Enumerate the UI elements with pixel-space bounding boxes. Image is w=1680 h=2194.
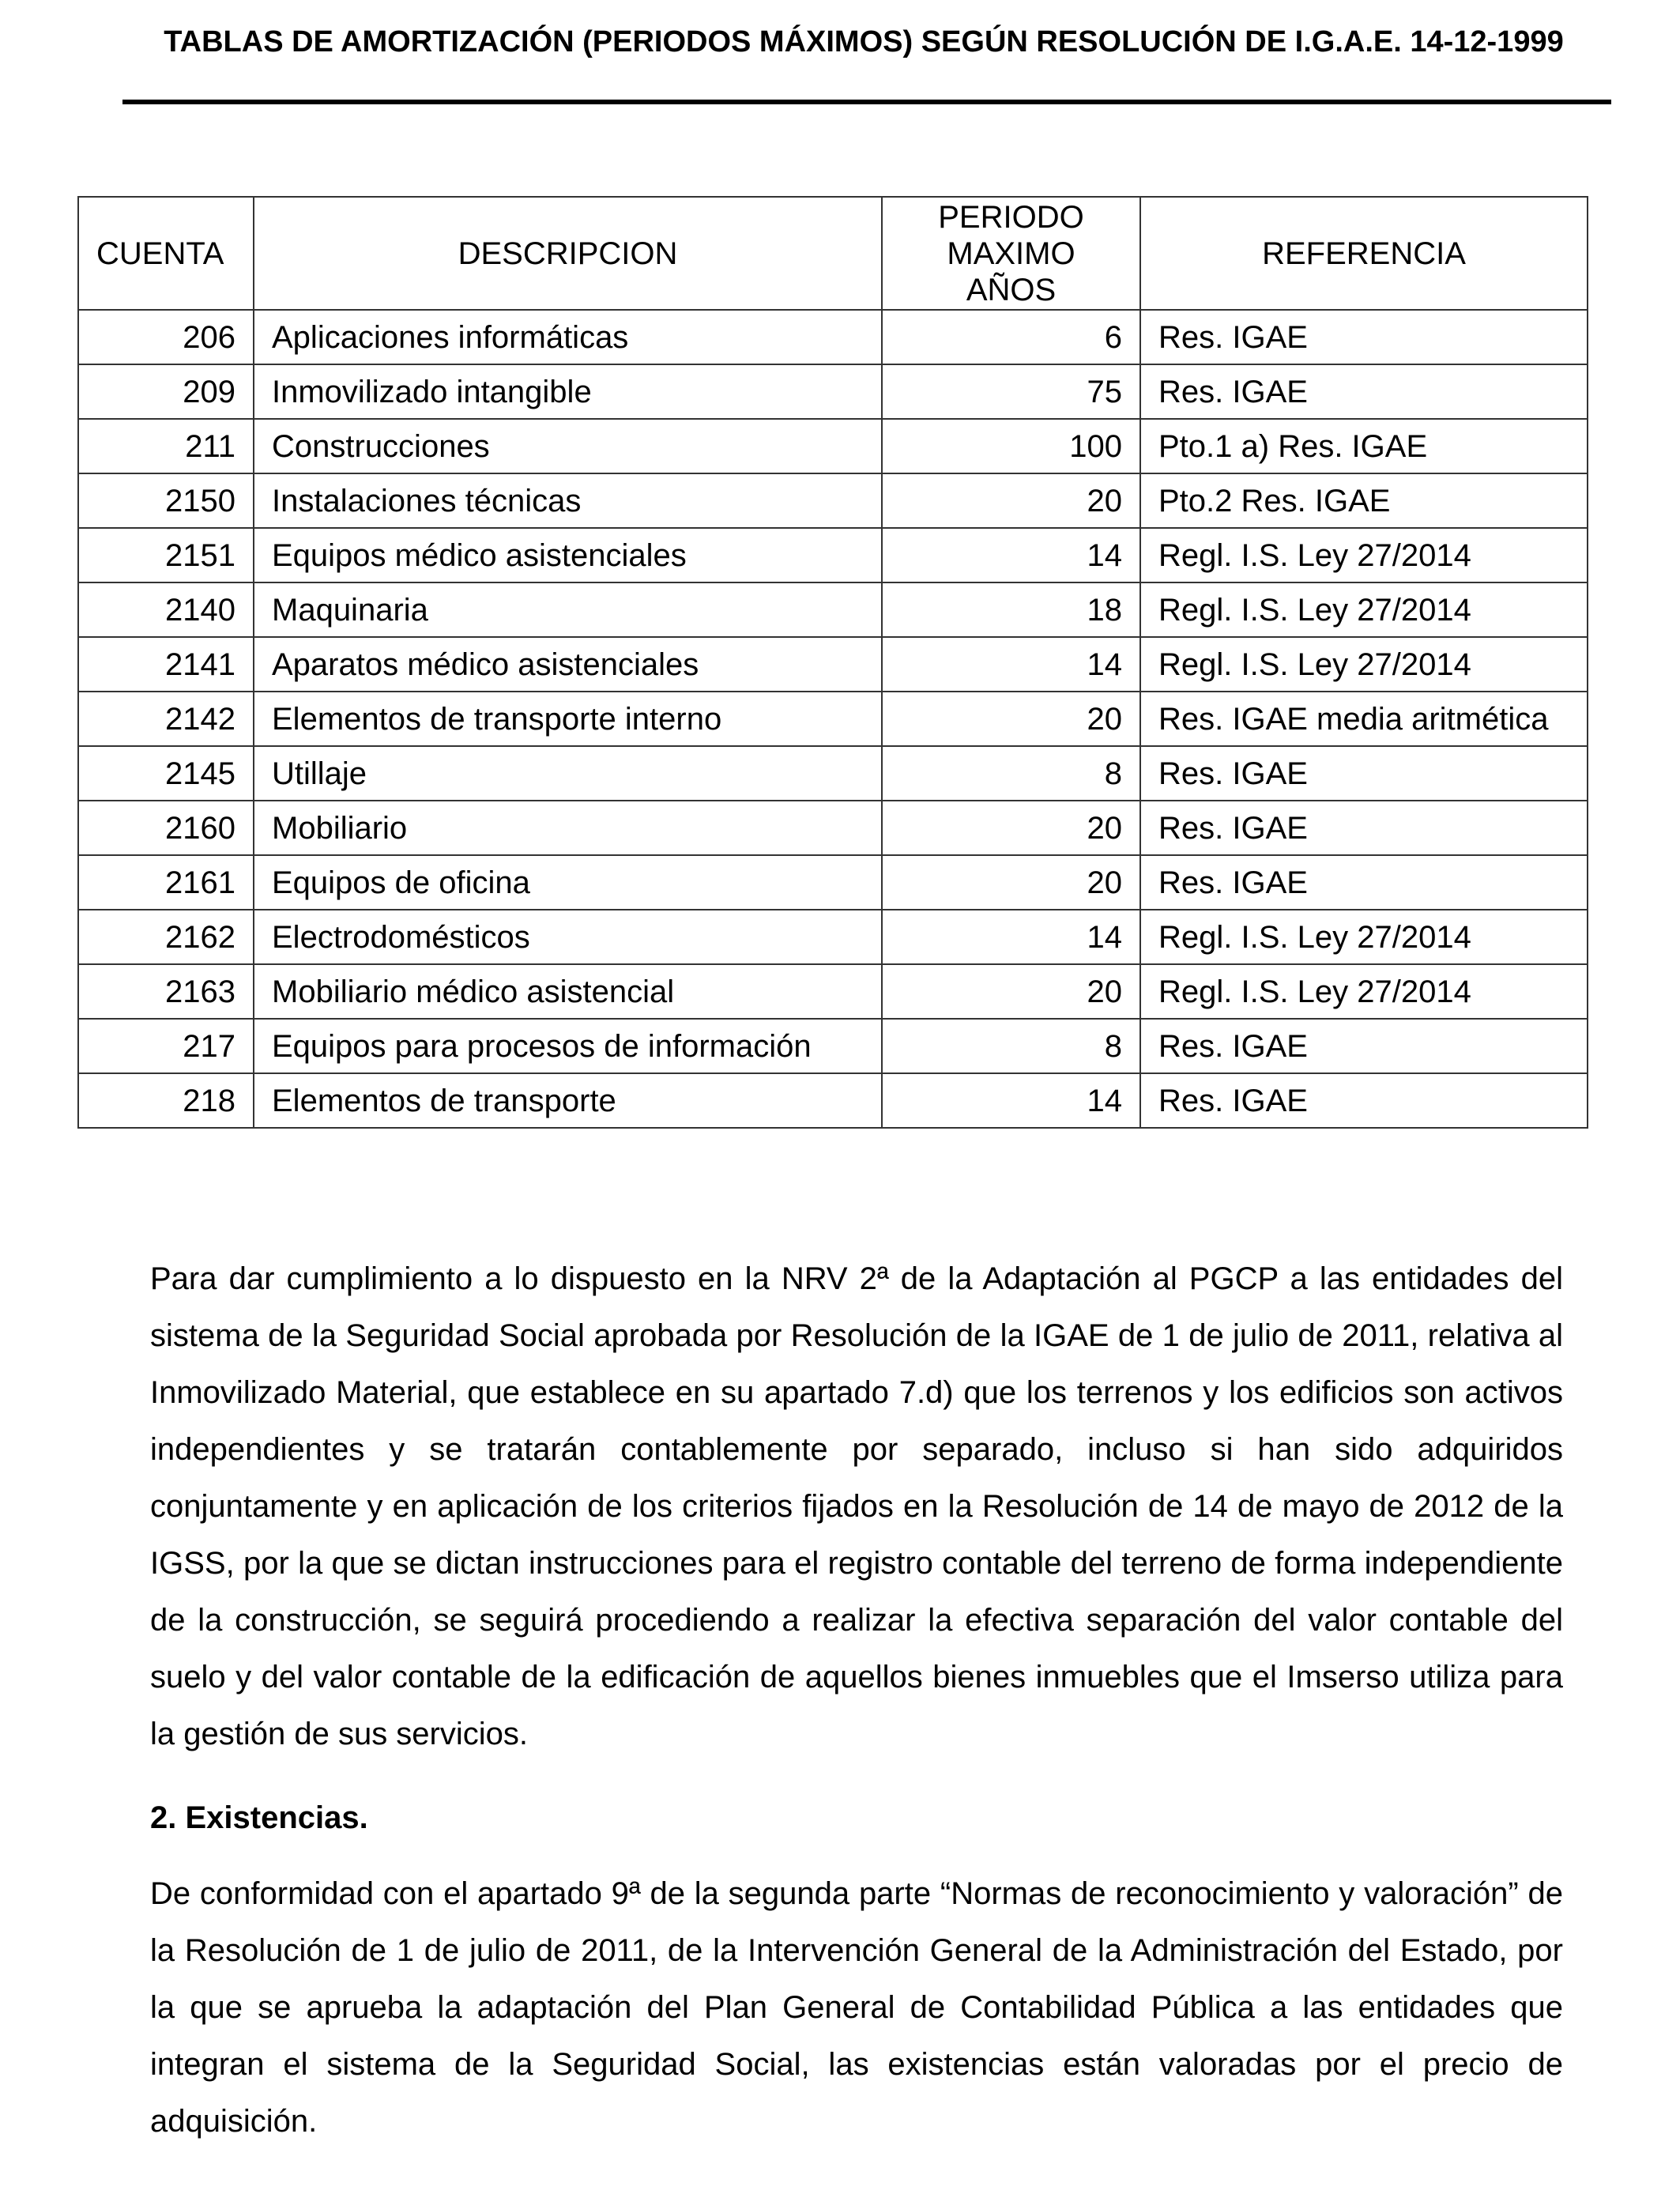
cell-referencia: Res. IGAE [1140, 1019, 1588, 1073]
cell-cuenta: 2145 [78, 746, 254, 801]
column-header-descripcion: DESCRIPCION [254, 197, 882, 310]
cell-descripcion: Mobiliario [254, 801, 882, 855]
table-row [78, 582, 1588, 637]
cell-descripcion: Equipos médico asistenciales [254, 528, 882, 582]
cell-referencia: Regl. I.S. Ley 27/2014 [1140, 910, 1588, 964]
cell-periodo: 6 [882, 310, 1140, 364]
cell-periodo: 14 [882, 637, 1140, 692]
cell-cuenta: 217 [78, 1019, 254, 1073]
cell-cuenta: 211 [78, 419, 254, 473]
table-row [78, 419, 1588, 473]
table-row [78, 1073, 1588, 1128]
column-header-referencia: REFERENCIA [1140, 197, 1588, 310]
cell-periodo: 8 [882, 746, 1140, 801]
cell-referencia: Res. IGAE [1140, 364, 1588, 419]
cell-cuenta: 209 [78, 364, 254, 419]
table-row [78, 364, 1588, 419]
table-row [78, 692, 1588, 746]
cell-cuenta: 2161 [78, 855, 254, 910]
cell-referencia: Pto.2 Res. IGAE [1140, 473, 1588, 528]
cell-descripcion: Aplicaciones informáticas [254, 310, 882, 364]
cell-referencia: Regl. I.S. Ley 27/2014 [1140, 964, 1588, 1019]
table-row [78, 746, 1588, 801]
table-row [78, 310, 1588, 364]
cell-referencia: Regl. I.S. Ley 27/2014 [1140, 637, 1588, 692]
cell-cuenta: 2160 [78, 801, 254, 855]
cell-cuenta: 218 [78, 1073, 254, 1128]
table-row [78, 801, 1588, 855]
cell-periodo: 14 [882, 528, 1140, 582]
table-body [78, 310, 1588, 1128]
section-heading-existencias: 2. Existencias. [150, 1800, 368, 1835]
page-title: TABLAS DE AMORTIZACIÓN (PERIODOS MÁXIMOS) SEGÚN RESOLUCIÓN DE I.G.A.E. 14-12-1999 [164, 25, 1564, 58]
cell-descripcion: Elementos de transporte interno [254, 692, 882, 746]
cell-cuenta: 2142 [78, 692, 254, 746]
cell-referencia: Res. IGAE [1140, 310, 1588, 364]
cell-periodo: 18 [882, 582, 1140, 637]
column-header-periodo-line2: MAXIMO [947, 236, 1075, 271]
cell-periodo: 20 [882, 964, 1140, 1019]
cell-referencia: Pto.1 a) Res. IGAE [1140, 419, 1588, 473]
cell-periodo: 100 [882, 419, 1140, 473]
cell-cuenta: 2140 [78, 582, 254, 637]
column-header-periodo-line3: AÑOS [966, 272, 1057, 307]
cell-referencia: Res. IGAE [1140, 1073, 1588, 1128]
cell-periodo: 14 [882, 910, 1140, 964]
cell-descripcion: Instalaciones técnicas [254, 473, 882, 528]
cell-referencia: Res. IGAE media aritmética [1140, 692, 1588, 746]
table-row [78, 1019, 1588, 1073]
table-row [78, 964, 1588, 1019]
table-row [78, 473, 1588, 528]
cell-descripcion: Inmovilizado intangible [254, 364, 882, 419]
amortization-table [77, 196, 1588, 1129]
cell-periodo: 8 [882, 1019, 1140, 1073]
cell-cuenta: 2151 [78, 528, 254, 582]
cell-descripcion: Equipos para procesos de información [254, 1019, 882, 1073]
cell-cuenta: 2150 [78, 473, 254, 528]
cell-referencia: Res. IGAE [1140, 746, 1588, 801]
cell-referencia: Regl. I.S. Ley 27/2014 [1140, 582, 1588, 637]
column-header-periodo-line1: PERIODO [938, 199, 1084, 235]
cell-cuenta: 206 [78, 310, 254, 364]
column-header-cuenta: CUENTA [78, 197, 254, 310]
cell-descripcion: Equipos de oficina [254, 855, 882, 910]
cell-periodo: 20 [882, 692, 1140, 746]
cell-descripcion: Maquinaria [254, 582, 882, 637]
cell-descripcion: Electrodomésticos [254, 910, 882, 964]
cell-descripcion: Aparatos médico asistenciales [254, 637, 882, 692]
cell-referencia: Res. IGAE [1140, 801, 1588, 855]
cell-periodo: 20 [882, 855, 1140, 910]
table-row [78, 528, 1588, 582]
cell-referencia: Regl. I.S. Ley 27/2014 [1140, 528, 1588, 582]
table-header-row [78, 197, 1588, 310]
cell-descripcion: Utillaje [254, 746, 882, 801]
cell-descripcion: Elementos de transporte [254, 1073, 882, 1128]
table-row [78, 855, 1588, 910]
cell-periodo: 20 [882, 473, 1140, 528]
cell-descripcion: Mobiliario médico asistencial [254, 964, 882, 1019]
cell-descripcion: Construcciones [254, 419, 882, 473]
title-underline [122, 100, 1611, 104]
cell-referencia: Res. IGAE [1140, 855, 1588, 910]
column-header-periodo [882, 197, 1140, 310]
table-row [78, 637, 1588, 692]
paragraph-existencias: De conformidad con el apartado 9ª de la segunda parte “Normas de reconocimiento y valoración” de la Resolución de 1 de julio de 2011, de la Intervención General de la Administración del Estado, por la que se aprueba la adaptación del Plan General de Contabilidad Pública a las entidades que integran el sistema de la Seguridad Social, las existencias están valoradas por el precio de adquisición. [150, 1876, 1563, 2139]
cell-cuenta: 2141 [78, 637, 254, 692]
cell-periodo: 20 [882, 801, 1140, 855]
cell-periodo: 75 [882, 364, 1140, 419]
paragraph-inmovilizado: Para dar cumplimiento a lo dispuesto en la NRV 2ª de la Adaptación al PGCP a las entidades del sistema de la Seguridad Social aprobada por Resolución de la IGAE de 1 de julio de 2011, relativa al Inmovilizado Material, que establece en su apartado 7.d) que los terrenos y los edificios son activos independientes y se tratarán contablemente por separado, incluso si han sido adquiridos conjuntamente y en aplicación de los criterios fijados en la Resolución de 14 de mayo de 2012 de la IGSS, por la que se dictan instrucciones para el registro contable del terreno de forma independiente de la construcción, se seguirá procediendo a realizar la efectiva separación del valor contable del suelo y del valor contable de la edificación de aquellos bienes inmuebles que el Imserso utiliza para la gestión de sus servicios. [150, 1261, 1563, 1751]
cell-cuenta: 2163 [78, 964, 254, 1019]
table-row [78, 910, 1588, 964]
cell-cuenta: 2162 [78, 910, 254, 964]
cell-periodo: 14 [882, 1073, 1140, 1128]
